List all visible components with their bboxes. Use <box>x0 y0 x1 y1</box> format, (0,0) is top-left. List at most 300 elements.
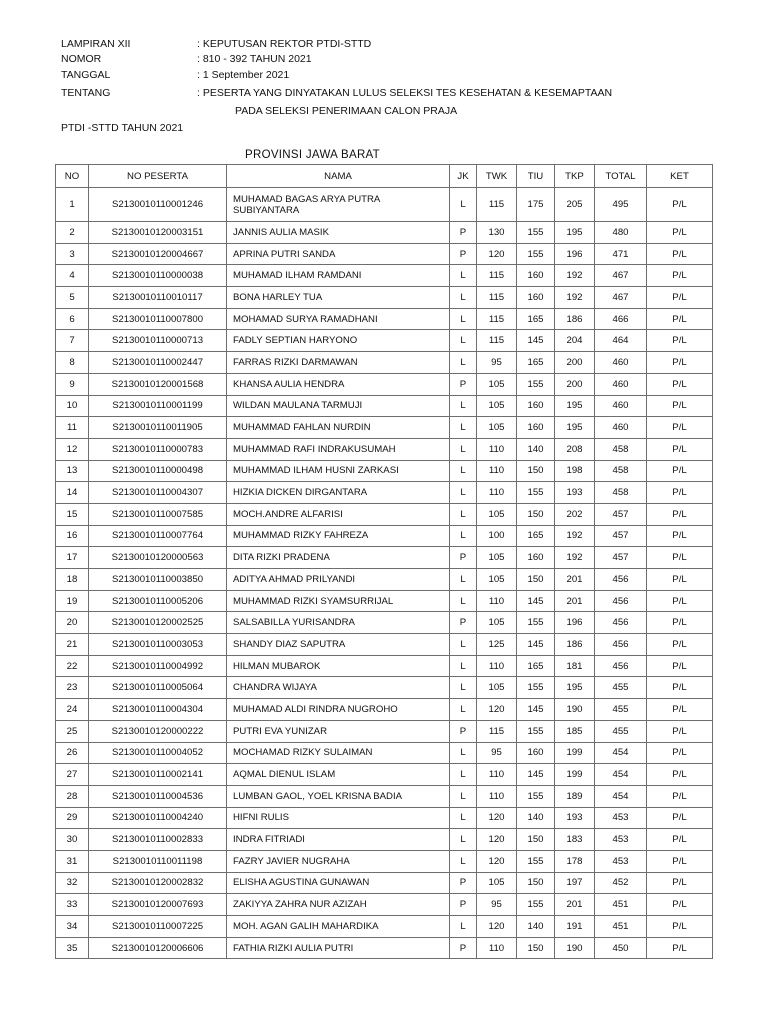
cell-nama: CHANDRA WIJAYA <box>227 677 450 699</box>
cell-tkp: 208 <box>555 438 595 460</box>
cell-tkp: 178 <box>555 850 595 872</box>
cell-total: 455 <box>595 677 647 699</box>
table-row <box>56 265 713 287</box>
cell-nama: MUHAMMAD ILHAM HUSNI ZARKASI <box>227 460 450 482</box>
cell-tkp: 189 <box>555 785 595 807</box>
cell-nama: LUMBAN GAOL, YOEL KRISNA BADIA <box>227 785 450 807</box>
table-header-row <box>56 165 713 188</box>
cell-no-peserta: S2130010110002447 <box>89 352 227 374</box>
table-row <box>56 872 713 894</box>
header-label: NOMOR <box>61 53 102 65</box>
cell-total: 454 <box>595 785 647 807</box>
cell-jk: P <box>450 872 477 894</box>
cell-no: 29 <box>56 807 89 829</box>
cell-ket: P/L <box>647 482 713 504</box>
cell-tkp: 201 <box>555 590 595 612</box>
cell-tkp: 200 <box>555 373 595 395</box>
cell-ket: P/L <box>647 742 713 764</box>
cell-tkp: 196 <box>555 612 595 634</box>
table-row <box>56 916 713 938</box>
col-header-tiu: TIU <box>517 165 555 188</box>
table-row <box>56 287 713 309</box>
cell-tkp: 195 <box>555 677 595 699</box>
table-row <box>56 850 713 872</box>
cell-total: 458 <box>595 460 647 482</box>
cell-ket: P/L <box>647 785 713 807</box>
cell-jk: L <box>450 916 477 938</box>
cell-total: 454 <box>595 764 647 786</box>
cell-total: 455 <box>595 720 647 742</box>
cell-no-peserta: S2130010120006606 <box>89 937 227 959</box>
cell-no-peserta: S2130010110000713 <box>89 330 227 352</box>
cell-jk: L <box>450 308 477 330</box>
participants-table <box>55 164 713 959</box>
cell-twk: 110 <box>477 438 517 460</box>
cell-twk: 115 <box>477 720 517 742</box>
cell-jk: L <box>450 395 477 417</box>
cell-twk: 120 <box>477 829 517 851</box>
cell-twk: 105 <box>477 373 517 395</box>
cell-tkp: 192 <box>555 287 595 309</box>
cell-no: 9 <box>56 373 89 395</box>
table-row <box>56 438 713 460</box>
cell-ket: P/L <box>647 308 713 330</box>
cell-nama: ADITYA AHMAD PRILYANDI <box>227 569 450 591</box>
cell-nama: BONA HARLEY TUA <box>227 287 450 309</box>
cell-tkp: 185 <box>555 720 595 742</box>
table-row <box>56 222 713 244</box>
cell-twk: 130 <box>477 222 517 244</box>
cell-tiu: 150 <box>517 937 555 959</box>
header-label: TANGGAL <box>61 69 111 81</box>
cell-ket: P/L <box>647 352 713 374</box>
cell-no-peserta: S2130010110005064 <box>89 677 227 699</box>
cell-twk: 120 <box>477 807 517 829</box>
cell-tiu: 150 <box>517 569 555 591</box>
cell-twk: 105 <box>477 547 517 569</box>
cell-ket: P/L <box>647 612 713 634</box>
cell-nama: INDRA FITRIADI <box>227 829 450 851</box>
cell-nama: SALSABILLA YURISANDRA <box>227 612 450 634</box>
cell-no: 15 <box>56 503 89 525</box>
cell-nama: WILDAN MAULANA TARMUJI <box>227 395 450 417</box>
cell-no: 28 <box>56 785 89 807</box>
cell-ket: P/L <box>647 764 713 786</box>
table-row <box>56 330 713 352</box>
cell-no-peserta: S2130010110005206 <box>89 590 227 612</box>
cell-tiu: 155 <box>517 482 555 504</box>
cell-tiu: 150 <box>517 829 555 851</box>
cell-total: 458 <box>595 438 647 460</box>
cell-no: 21 <box>56 634 89 656</box>
cell-total: 464 <box>595 330 647 352</box>
cell-nama: HIFNI RULIS <box>227 807 450 829</box>
cell-total: 460 <box>595 417 647 439</box>
cell-jk: L <box>450 677 477 699</box>
cell-jk: L <box>450 590 477 612</box>
cell-ket: P/L <box>647 807 713 829</box>
cell-tkp: 200 <box>555 352 595 374</box>
cell-no-peserta: S2130010110007585 <box>89 503 227 525</box>
cell-no-peserta: S2130010110004992 <box>89 655 227 677</box>
cell-no-peserta: S2130010110001199 <box>89 395 227 417</box>
cell-nama: KHANSA AULIA HENDRA <box>227 373 450 395</box>
cell-tkp: 199 <box>555 742 595 764</box>
cell-nama: HIZKIA DICKEN DIRGANTARA <box>227 482 450 504</box>
cell-total: 467 <box>595 287 647 309</box>
cell-ket: P/L <box>647 916 713 938</box>
cell-no-peserta: S2130010120000222 <box>89 720 227 742</box>
cell-jk: P <box>450 547 477 569</box>
table-row <box>56 569 713 591</box>
cell-jk: L <box>450 352 477 374</box>
cell-no-peserta: S2130010120002832 <box>89 872 227 894</box>
cell-jk: L <box>450 742 477 764</box>
cell-nama: MOCHAMAD RIZKY SULAIMAN <box>227 742 450 764</box>
cell-tiu: 145 <box>517 699 555 721</box>
cell-no: 11 <box>56 417 89 439</box>
cell-nama: MOCH.ANDRE ALFARISI <box>227 503 450 525</box>
cell-tiu: 155 <box>517 222 555 244</box>
cell-nama: MUHAMMAD RIZKI SYAMSURRIJAL <box>227 590 450 612</box>
cell-jk: L <box>450 287 477 309</box>
cell-tiu: 155 <box>517 612 555 634</box>
cell-no: 6 <box>56 308 89 330</box>
cell-ket: P/L <box>647 373 713 395</box>
cell-jk: P <box>450 720 477 742</box>
cell-twk: 105 <box>477 395 517 417</box>
cell-no: 10 <box>56 395 89 417</box>
cell-no: 5 <box>56 287 89 309</box>
cell-tkp: 199 <box>555 764 595 786</box>
table-row <box>56 742 713 764</box>
cell-total: 451 <box>595 916 647 938</box>
cell-twk: 105 <box>477 417 517 439</box>
cell-nama: APRINA PUTRI SANDA <box>227 243 450 265</box>
cell-jk: P <box>450 612 477 634</box>
cell-twk: 120 <box>477 850 517 872</box>
cell-ket: P/L <box>647 699 713 721</box>
cell-twk: 120 <box>477 916 517 938</box>
cell-tiu: 165 <box>517 655 555 677</box>
cell-total: 453 <box>595 807 647 829</box>
cell-twk: 105 <box>477 569 517 591</box>
cell-no-peserta: S2130010110004240 <box>89 807 227 829</box>
cell-total: 453 <box>595 850 647 872</box>
cell-tkp: 195 <box>555 395 595 417</box>
cell-tiu: 175 <box>517 188 555 222</box>
table-row <box>56 677 713 699</box>
cell-tiu: 155 <box>517 373 555 395</box>
cell-no: 24 <box>56 699 89 721</box>
cell-no-peserta: S2130010110004536 <box>89 785 227 807</box>
cell-twk: 95 <box>477 742 517 764</box>
cell-jk: L <box>450 655 477 677</box>
cell-tiu: 160 <box>517 287 555 309</box>
col-header-jk: JK <box>450 165 477 188</box>
cell-no-peserta: S2130010110000038 <box>89 265 227 287</box>
cell-nama: FARRAS RIZKI DARMAWAN <box>227 352 450 374</box>
cell-jk: L <box>450 482 477 504</box>
cell-jk: L <box>450 460 477 482</box>
cell-ket: P/L <box>647 547 713 569</box>
cell-jk: P <box>450 222 477 244</box>
cell-no: 1 <box>56 188 89 222</box>
cell-tkp: 193 <box>555 482 595 504</box>
col-header-total: TOTAL <box>595 165 647 188</box>
cell-total: 471 <box>595 243 647 265</box>
cell-nama: AQMAL DIENUL ISLAM <box>227 764 450 786</box>
cell-total: 455 <box>595 699 647 721</box>
cell-total: 466 <box>595 308 647 330</box>
cell-twk: 115 <box>477 308 517 330</box>
cell-nama: MUHAMMAD RIZKY FAHREZA <box>227 525 450 547</box>
cell-tkp: 201 <box>555 894 595 916</box>
cell-total: 460 <box>595 352 647 374</box>
cell-nama: SHANDY DIAZ SAPUTRA <box>227 634 450 656</box>
header-value: : KEPUTUSAN REKTOR PTDI-STTD <box>197 38 372 50</box>
cell-ket: P/L <box>647 634 713 656</box>
cell-no-peserta: S2130010110001246 <box>89 188 227 222</box>
cell-tkp: 202 <box>555 503 595 525</box>
table-row <box>56 352 713 374</box>
cell-tkp: 192 <box>555 265 595 287</box>
cell-no-peserta: S2130010120002525 <box>89 612 227 634</box>
cell-nama: PUTRI EVA YUNIZAR <box>227 720 450 742</box>
cell-total: 480 <box>595 222 647 244</box>
cell-no-peserta: S2130010110011198 <box>89 850 227 872</box>
cell-no-peserta: S2130010110007225 <box>89 916 227 938</box>
cell-no-peserta: S2130010120000563 <box>89 547 227 569</box>
cell-twk: 115 <box>477 188 517 222</box>
cell-no: 13 <box>56 460 89 482</box>
cell-tiu: 160 <box>517 417 555 439</box>
cell-ket: P/L <box>647 655 713 677</box>
cell-ket: P/L <box>647 525 713 547</box>
cell-tkp: 193 <box>555 807 595 829</box>
cell-no: 23 <box>56 677 89 699</box>
table-row <box>56 188 713 222</box>
table-row <box>56 655 713 677</box>
cell-no: 33 <box>56 894 89 916</box>
cell-no-peserta: S2130010110002141 <box>89 764 227 786</box>
col-header-twk: TWK <box>477 165 517 188</box>
cell-total: 453 <box>595 829 647 851</box>
cell-no: 32 <box>56 872 89 894</box>
cell-total: 454 <box>595 742 647 764</box>
cell-tkp: 186 <box>555 634 595 656</box>
cell-no-peserta: S2130010110003053 <box>89 634 227 656</box>
cell-ket: P/L <box>647 720 713 742</box>
cell-tiu: 155 <box>517 720 555 742</box>
cell-tiu: 145 <box>517 330 555 352</box>
cell-jk: L <box>450 807 477 829</box>
cell-nama: FADLY SEPTIAN HARYONO <box>227 330 450 352</box>
cell-tiu: 145 <box>517 590 555 612</box>
cell-nama: FATHIA RIZKI AULIA PUTRI <box>227 937 450 959</box>
cell-tkp: 192 <box>555 547 595 569</box>
cell-no: 30 <box>56 829 89 851</box>
table-row <box>56 764 713 786</box>
cell-no: 26 <box>56 742 89 764</box>
cell-nama: ELISHA AGUSTINA GUNAWAN <box>227 872 450 894</box>
cell-no-peserta: S2130010110004307 <box>89 482 227 504</box>
cell-twk: 115 <box>477 265 517 287</box>
cell-nama: MUHAMMAD FAHLAN NURDIN <box>227 417 450 439</box>
cell-ket: P/L <box>647 590 713 612</box>
cell-nama: ZAKIYYA ZAHRA NUR AZIZAH <box>227 894 450 916</box>
cell-twk: 105 <box>477 612 517 634</box>
table-row <box>56 894 713 916</box>
cell-twk: 105 <box>477 872 517 894</box>
cell-twk: 110 <box>477 764 517 786</box>
cell-tiu: 155 <box>517 785 555 807</box>
cell-no: 4 <box>56 265 89 287</box>
cell-no-peserta: S2130010110004304 <box>89 699 227 721</box>
cell-no: 18 <box>56 569 89 591</box>
cell-total: 456 <box>595 590 647 612</box>
cell-tiu: 165 <box>517 308 555 330</box>
cell-total: 495 <box>595 188 647 222</box>
table-body <box>56 188 713 959</box>
cell-ket: P/L <box>647 417 713 439</box>
cell-total: 458 <box>595 482 647 504</box>
cell-no: 35 <box>56 937 89 959</box>
cell-no: 7 <box>56 330 89 352</box>
cell-total: 450 <box>595 937 647 959</box>
cell-total: 456 <box>595 634 647 656</box>
cell-no: 14 <box>56 482 89 504</box>
cell-twk: 110 <box>477 482 517 504</box>
col-header-nama: NAMA <box>227 165 450 188</box>
cell-jk: L <box>450 634 477 656</box>
cell-nama: MUHAMMAD RAFI INDRAKUSUMAH <box>227 438 450 460</box>
cell-no: 2 <box>56 222 89 244</box>
cell-total: 457 <box>595 525 647 547</box>
cell-ket: P/L <box>647 265 713 287</box>
cell-total: 457 <box>595 503 647 525</box>
cell-twk: 110 <box>477 460 517 482</box>
table-row <box>56 547 713 569</box>
cell-jk: L <box>450 503 477 525</box>
cell-tkp: 183 <box>555 829 595 851</box>
cell-twk: 115 <box>477 330 517 352</box>
cell-tiu: 160 <box>517 395 555 417</box>
table-row <box>56 460 713 482</box>
cell-no: 17 <box>56 547 89 569</box>
cell-no-peserta: S2130010110000783 <box>89 438 227 460</box>
cell-jk: L <box>450 829 477 851</box>
cell-no: 8 <box>56 352 89 374</box>
cell-ket: P/L <box>647 894 713 916</box>
header-label: TENTANG <box>61 87 111 99</box>
cell-no-peserta: S2130010110003850 <box>89 569 227 591</box>
cell-no-peserta: S2130010110004052 <box>89 742 227 764</box>
cell-ket: P/L <box>647 460 713 482</box>
cell-twk: 110 <box>477 937 517 959</box>
cell-no: 27 <box>56 764 89 786</box>
cell-ket: P/L <box>647 850 713 872</box>
table-row <box>56 395 713 417</box>
cell-ket: P/L <box>647 188 713 222</box>
cell-jk: L <box>450 188 477 222</box>
table-row <box>56 308 713 330</box>
cell-tiu: 140 <box>517 438 555 460</box>
cell-jk: L <box>450 764 477 786</box>
cell-ket: P/L <box>647 243 713 265</box>
cell-tiu: 150 <box>517 460 555 482</box>
table-row <box>56 417 713 439</box>
cell-no: 19 <box>56 590 89 612</box>
institution-year: PTDI -STTD TAHUN 2021 <box>61 122 184 134</box>
cell-total: 456 <box>595 655 647 677</box>
cell-jk: L <box>450 785 477 807</box>
cell-jk: L <box>450 699 477 721</box>
cell-no: 3 <box>56 243 89 265</box>
table-row <box>56 612 713 634</box>
cell-tkp: 201 <box>555 569 595 591</box>
cell-ket: P/L <box>647 503 713 525</box>
cell-no-peserta: S2130010110000498 <box>89 460 227 482</box>
header-value: : PESERTA YANG DINYATAKAN LULUS SELEKSI TES KESEHATAN & KESEMAPTAAN <box>197 87 613 99</box>
cell-total: 456 <box>595 612 647 634</box>
province-title: PROVINSI JAWA BARAT <box>245 149 380 161</box>
table-row <box>56 243 713 265</box>
cell-jk: L <box>450 850 477 872</box>
col-header-ket: KET <box>647 165 713 188</box>
cell-no: 20 <box>56 612 89 634</box>
cell-jk: L <box>450 569 477 591</box>
cell-twk: 95 <box>477 894 517 916</box>
cell-ket: P/L <box>647 330 713 352</box>
cell-jk: L <box>450 525 477 547</box>
tentang-line-2: PADA SELEKSI PENERIMAAN CALON PRAJA <box>235 105 458 117</box>
cell-no: 25 <box>56 720 89 742</box>
cell-no-peserta: S2130010110011905 <box>89 417 227 439</box>
cell-no-peserta: S2130010120004667 <box>89 243 227 265</box>
cell-no: 31 <box>56 850 89 872</box>
table-row <box>56 373 713 395</box>
cell-tkp: 186 <box>555 308 595 330</box>
cell-no-peserta: S2130010110002833 <box>89 829 227 851</box>
cell-no: 22 <box>56 655 89 677</box>
cell-tiu: 145 <box>517 764 555 786</box>
cell-jk: P <box>450 373 477 395</box>
cell-total: 460 <box>595 395 647 417</box>
cell-tiu: 150 <box>517 872 555 894</box>
cell-ket: P/L <box>647 677 713 699</box>
cell-tiu: 140 <box>517 916 555 938</box>
cell-twk: 110 <box>477 655 517 677</box>
cell-tkp: 197 <box>555 872 595 894</box>
cell-twk: 125 <box>477 634 517 656</box>
cell-tiu: 160 <box>517 742 555 764</box>
table-row <box>56 785 713 807</box>
cell-nama: MOHAMAD SURYA RAMADHANI <box>227 308 450 330</box>
table-row <box>56 525 713 547</box>
cell-no-peserta: S2130010110007800 <box>89 308 227 330</box>
cell-tiu: 165 <box>517 352 555 374</box>
cell-ket: P/L <box>647 569 713 591</box>
cell-nama: DITA RIZKI PRADENA <box>227 547 450 569</box>
cell-tiu: 155 <box>517 850 555 872</box>
cell-no: 34 <box>56 916 89 938</box>
cell-tiu: 150 <box>517 503 555 525</box>
table-row <box>56 634 713 656</box>
cell-tkp: 192 <box>555 525 595 547</box>
cell-nama: JANNIS AULIA MASIK <box>227 222 450 244</box>
cell-total: 460 <box>595 373 647 395</box>
